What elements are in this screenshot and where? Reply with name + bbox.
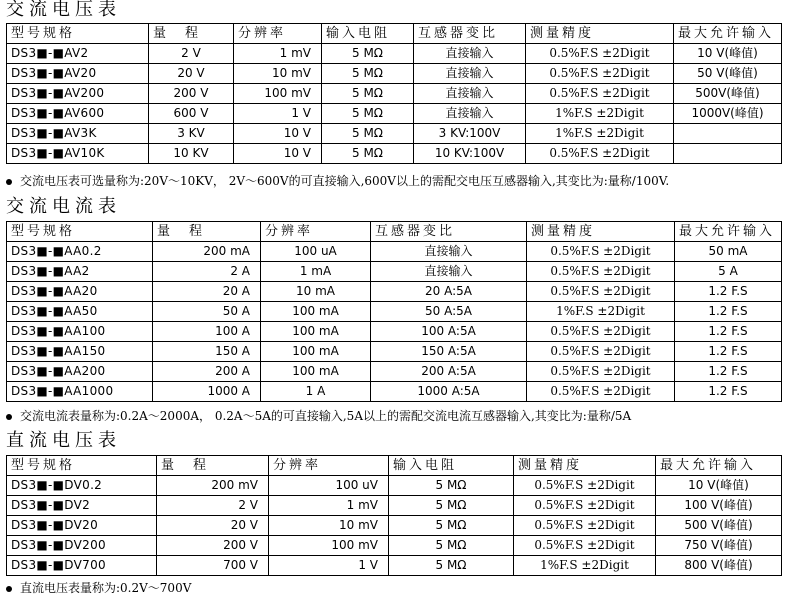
table-cell: 200 A [153, 362, 261, 382]
table-row [7, 556, 782, 576]
model-cell: DS3■-■AA50 [7, 302, 153, 322]
column-header: 型号规格 [7, 24, 149, 44]
model-cell: DS3■-■AV10K [7, 144, 149, 164]
table-cell: 1.2 F.S [675, 342, 782, 362]
table-cell: 1.2 F.S [675, 362, 782, 382]
ac-current-table [6, 221, 782, 402]
table-header-row [7, 24, 782, 44]
table-cell: 5 MΩ [322, 44, 414, 64]
table-cell: 5 A [675, 262, 782, 282]
table-cell [674, 124, 782, 144]
model-cell: DS3■-■AV3K [7, 124, 149, 144]
table-row [7, 144, 782, 164]
table-cell: 100 mV [269, 536, 389, 556]
table-cell: 直接输入 [371, 262, 527, 282]
column-header: 分辨率 [261, 222, 371, 242]
table-row [7, 64, 782, 84]
table-cell: 500 V(峰值) [656, 516, 782, 536]
table-cell: 1%F.S ±2Digit [526, 124, 674, 144]
model-cell: DS3■-■AV600 [7, 104, 149, 124]
column-header: 最大允许输入 [656, 456, 782, 476]
table-cell: 1.2 F.S [675, 282, 782, 302]
section-title-ac-current: 交流电流表 [6, 196, 121, 217]
table-cell: 直接输入 [414, 84, 526, 104]
table-cell: 10 mV [269, 516, 389, 536]
table-cell: 50 V(峰值) [674, 64, 782, 84]
table-cell: 1%F.S ±2Digit [526, 104, 674, 124]
table-row [7, 242, 782, 262]
table-cell: 0.5%F.S ±2Digit [526, 64, 674, 84]
note-dc-voltage [6, 580, 191, 596]
model-cell: DS3■-■DV700 [7, 556, 157, 576]
table-cell: 100 V(峰值) [656, 496, 782, 516]
table-cell: 200 mA [153, 242, 261, 262]
table-cell: 10 KV:100V [414, 144, 526, 164]
bullet-icon [6, 586, 12, 592]
table-cell: 1 A [261, 382, 371, 402]
ac-voltage-table [6, 23, 782, 164]
model-cell: DS3■-■AA200 [7, 362, 153, 382]
section-title-ac-voltage: 交流电压表 [6, 0, 121, 20]
table-cell: 1000 A [153, 382, 261, 402]
table-cell: 100 uV [269, 476, 389, 496]
table-cell: 直接输入 [414, 104, 526, 124]
column-header: 分辨率 [269, 456, 389, 476]
table-cell: 0.5%F.S ±2Digit [514, 536, 656, 556]
table-row [7, 282, 782, 302]
model-cell: DS3■-■AV200 [7, 84, 149, 104]
table-cell: 100 A [153, 322, 261, 342]
model-cell: DS3■-■AV2 [7, 44, 149, 64]
table-cell: 直接输入 [414, 44, 526, 64]
model-cell: DS3■-■AA150 [7, 342, 153, 362]
table-cell: 100 mA [261, 362, 371, 382]
table-row [7, 516, 782, 536]
note-text: 直流电压表量称为:0.2V～700V [20, 581, 192, 595]
table-cell: 0.5%F.S ±2Digit [527, 282, 675, 302]
column-header: 量 程 [157, 456, 269, 476]
table-cell: 500V(峰值) [674, 84, 782, 104]
table-cell: 10 mV [234, 64, 322, 84]
table-cell: 10 V(峰值) [656, 476, 782, 496]
table-cell: 5 MΩ [322, 124, 414, 144]
column-header: 量 程 [153, 222, 261, 242]
model-cell: DS3■-■DV200 [7, 536, 157, 556]
table-cell: 50 A:5A [371, 302, 527, 322]
table-cell: 1.2 F.S [675, 322, 782, 342]
column-header: 测量精度 [526, 24, 674, 44]
table-cell: 2 A [153, 262, 261, 282]
table-cell: 1.2 F.S [675, 302, 782, 322]
table-cell: 0.5%F.S ±2Digit [527, 262, 675, 282]
column-header: 输入电阻 [322, 24, 414, 44]
table-cell: 5 MΩ [322, 104, 414, 124]
table-cell: 200 A:5A [371, 362, 527, 382]
table-cell: 1 mV [234, 44, 322, 64]
table-cell: 0.5%F.S ±2Digit [527, 322, 675, 342]
table-cell [674, 144, 782, 164]
column-header: 互感器变比 [414, 24, 526, 44]
table-cell: 5 MΩ [389, 476, 514, 496]
model-cell: DS3■-■DV2 [7, 496, 157, 516]
table-cell: 10 KV [149, 144, 234, 164]
table-cell: 5 MΩ [389, 536, 514, 556]
bullet-icon [6, 179, 12, 185]
table-cell: 10 mA [261, 282, 371, 302]
table-cell: 100 mA [261, 302, 371, 322]
table-cell: 800 V(峰值) [656, 556, 782, 576]
model-cell: DS3■-■AA1000 [7, 382, 153, 402]
note-text: 交流电压表可选量称为:20V～10KV， 2V～600V的可直接输入,600V以上的需配交电压互感器输入,其变比为:量称/100V. [20, 174, 670, 188]
table-cell: 20 V [157, 516, 269, 536]
table-row [7, 302, 782, 322]
table-cell: 1 V [269, 556, 389, 576]
table-cell: 20 V [149, 64, 234, 84]
column-header: 测量精度 [527, 222, 675, 242]
model-cell: DS3■-■AV20 [7, 64, 149, 84]
table-row [7, 536, 782, 556]
table-header-row [7, 222, 782, 242]
table-cell: 10 V [234, 124, 322, 144]
note-ac-current [6, 408, 631, 424]
table-cell: 100 uA [261, 242, 371, 262]
section-title-dc-voltage: 直流电压表 [6, 430, 121, 451]
model-cell: DS3■-■AA0.2 [7, 242, 153, 262]
model-cell: DS3■-■AA100 [7, 322, 153, 342]
table-row [7, 322, 782, 342]
column-header: 测量精度 [514, 456, 656, 476]
table-cell: 5 MΩ [322, 64, 414, 84]
table-cell: 1 mV [269, 496, 389, 516]
table-cell: 1000 A:5A [371, 382, 527, 402]
table-cell: 1%F.S ±2Digit [514, 556, 656, 576]
table-cell: 1%F.S ±2Digit [527, 302, 675, 322]
table-cell: 200 V [157, 536, 269, 556]
table-row [7, 44, 782, 64]
model-cell: DS3■-■AA2 [7, 262, 153, 282]
column-header: 最大允许输入 [674, 24, 782, 44]
table-cell: 20 A [153, 282, 261, 302]
table-cell: 750 V(峰值) [656, 536, 782, 556]
table-cell: 0.5%F.S ±2Digit [526, 44, 674, 64]
table-row [7, 84, 782, 104]
table-cell: 100 A:5A [371, 322, 527, 342]
model-cell: DS3■-■DV0.2 [7, 476, 157, 496]
table-cell: 100 mV [234, 84, 322, 104]
model-cell: DS3■-■AA20 [7, 282, 153, 302]
table-cell: 5 MΩ [389, 516, 514, 536]
model-cell: DS3■-■DV20 [7, 516, 157, 536]
dc-voltage-table [6, 455, 782, 576]
table-cell: 0.5%F.S ±2Digit [514, 476, 656, 496]
table-cell: 2 V [157, 496, 269, 516]
table-cell: 10 V [234, 144, 322, 164]
table-row [7, 124, 782, 144]
table-cell: 0.5%F.S ±2Digit [527, 382, 675, 402]
table-header-row [7, 456, 782, 476]
table-cell: 150 A:5A [371, 342, 527, 362]
table-cell: 5 MΩ [389, 496, 514, 516]
table-row [7, 382, 782, 402]
table-cell: 100 mA [261, 322, 371, 342]
table-cell: 50 mA [675, 242, 782, 262]
bullet-icon [6, 414, 12, 420]
table-cell: 1000V(峰值) [674, 104, 782, 124]
table-cell: 5 MΩ [322, 84, 414, 104]
table-cell: 1.2 F.S [675, 382, 782, 402]
column-header: 输入电阻 [389, 456, 514, 476]
table-cell: 0.5%F.S ±2Digit [514, 516, 656, 536]
table-cell: 0.5%F.S ±2Digit [527, 242, 675, 262]
table-cell: 0.5%F.S ±2Digit [514, 496, 656, 516]
table-cell: 2 V [149, 44, 234, 64]
table-cell: 3 KV:100V [414, 124, 526, 144]
note-ac-voltage [6, 173, 669, 189]
table-row [7, 104, 782, 124]
table-row [7, 362, 782, 382]
table-cell: 600 V [149, 104, 234, 124]
column-header: 型号规格 [7, 456, 157, 476]
table-row [7, 342, 782, 362]
table-cell: 直接输入 [371, 242, 527, 262]
table-cell: 0.5%F.S ±2Digit [527, 362, 675, 382]
table-row [7, 496, 782, 516]
table-cell: 700 V [157, 556, 269, 576]
table-cell: 0.5%F.S ±2Digit [526, 144, 674, 164]
table-cell: 1 mA [261, 262, 371, 282]
table-row [7, 262, 782, 282]
table-cell: 50 A [153, 302, 261, 322]
table-cell: 10 V(峰值) [674, 44, 782, 64]
table-cell: 150 A [153, 342, 261, 362]
column-header: 量 程 [149, 24, 234, 44]
note-text: 交流电流表量称为:0.2A～2000A， 0.2A～5A的可直接输入,5A以上的需配交流电流互感器输入,其变比为:量称/5A [20, 409, 632, 423]
table-cell: 5 MΩ [389, 556, 514, 576]
table-cell: 100 mA [261, 342, 371, 362]
column-header: 型号规格 [7, 222, 153, 242]
table-cell: 0.5%F.S ±2Digit [526, 84, 674, 104]
table-cell: 5 MΩ [322, 144, 414, 164]
table-cell: 3 KV [149, 124, 234, 144]
column-header: 互感器变比 [371, 222, 527, 242]
table-cell: 200 V [149, 84, 234, 104]
table-cell: 1 V [234, 104, 322, 124]
column-header: 分辨率 [234, 24, 322, 44]
table-cell: 0.5%F.S ±2Digit [527, 342, 675, 362]
table-cell: 20 A:5A [371, 282, 527, 302]
table-cell: 200 mV [157, 476, 269, 496]
table-row [7, 476, 782, 496]
table-cell: 直接输入 [414, 64, 526, 84]
column-header: 最大允许输入 [675, 222, 782, 242]
